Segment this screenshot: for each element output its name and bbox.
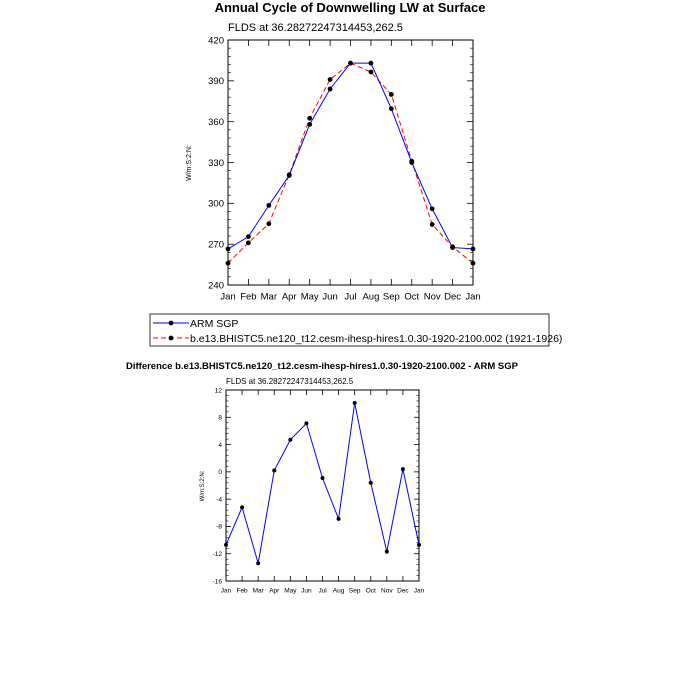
y-tick-label: 4 [218, 441, 222, 449]
x-tick-label: Jul [344, 291, 357, 303]
x-tick-label: Dec [444, 291, 462, 303]
data-point-s0-11 [401, 467, 405, 471]
data-point-s1-9 [409, 159, 414, 164]
data-point-s0-3 [272, 468, 276, 472]
data-point-s1-6 [348, 61, 353, 66]
x-tick-label: Aug [362, 291, 380, 303]
legend-label-arm: ARM SGP [190, 318, 239, 330]
series-line-0 [228, 63, 473, 249]
x-tick-label: Jan [465, 291, 481, 303]
x-tick-label: Mar [252, 587, 264, 595]
x-tick-label: Jun [322, 291, 338, 303]
data-point-s0-2 [266, 203, 271, 208]
x-tick-label: Sep [382, 291, 400, 303]
x-tick-label: Jan [220, 587, 232, 595]
annual-cycle-chart [186, 0, 485, 303]
legend-marker-model [169, 336, 174, 341]
x-tick-label: Sep [348, 587, 361, 595]
data-point-s1-0 [226, 261, 231, 266]
x-tick-label: Jan [220, 291, 236, 303]
x-tick-label: Apr [269, 587, 280, 595]
data-point-s0-5 [328, 87, 333, 92]
data-point-s0-1 [246, 234, 251, 239]
data-point-s1-8 [389, 92, 394, 97]
x-tick-label: Feb [236, 587, 248, 595]
plot-frame [228, 40, 473, 285]
y-tick-label: -4 [216, 496, 222, 504]
chart-subtitle: FLDS at 36.28272247314453,262.5 [228, 22, 403, 34]
y-tick-label: 360 [208, 116, 224, 128]
x-tick-label: Mar [260, 291, 278, 303]
data-point-s0-7 [337, 517, 341, 521]
data-point-s0-0 [226, 247, 231, 252]
y-tick-label: -12 [212, 550, 222, 558]
data-point-s0-8 [353, 401, 357, 405]
y-tick-label: 0 [218, 469, 222, 477]
y-tick-label: 240 [208, 280, 224, 292]
data-point-s0-12 [471, 247, 476, 252]
x-tick-label: Jul [318, 587, 327, 595]
data-point-s0-0 [224, 543, 228, 547]
y-tick-label: -8 [216, 523, 222, 531]
diff-chart-title: Difference b.e13.BHISTC5.ne120_t12.cesm-ihesp-hires1.0.30-1920-2100.002 - ARM SGP [126, 361, 518, 372]
data-point-s0-10 [385, 550, 389, 554]
y-tick-label: 12 [214, 387, 222, 395]
data-point-s0-8 [389, 106, 394, 111]
x-tick-label: Nov [423, 291, 441, 303]
x-tick-label: Oct [404, 291, 420, 303]
x-tick-label: May [284, 587, 297, 595]
data-point-s0-2 [256, 561, 260, 565]
chart-title: Annual Cycle of Downwelling LW at Surface [214, 0, 486, 15]
x-tick-label: Oct [365, 587, 376, 595]
data-point-s0-4 [288, 438, 292, 442]
data-point-s0-6 [321, 476, 325, 480]
data-point-s1-10 [430, 222, 435, 227]
data-point-s0-1 [240, 505, 244, 509]
plot-area [208, 35, 481, 302]
x-tick-label: Jan [413, 587, 425, 595]
legend-marker-arm [169, 321, 174, 326]
data-point-s1-11 [450, 244, 455, 249]
legend-label-model: b.e13.BHISTC5.ne120_t12.cesm-ihesp-hires1.0.30-1920-2100.002 (1921-1926) [190, 333, 563, 345]
data-point-s1-4 [307, 116, 312, 121]
data-point-s1-12 [471, 261, 476, 266]
x-tick-label: Dec [397, 587, 409, 595]
y-tick-label: -16 [212, 578, 222, 586]
x-tick-label: Aug [332, 587, 345, 595]
data-point-s0-12 [417, 543, 421, 547]
series-line-1 [228, 63, 473, 263]
legend [150, 314, 562, 346]
y-tick-label: 8 [218, 414, 222, 422]
y-tick-label: 420 [208, 35, 224, 47]
x-tick-label: Jun [301, 587, 312, 595]
data-point-s1-5 [328, 77, 333, 82]
data-point-s1-3 [287, 172, 292, 177]
data-point-s1-1 [246, 240, 251, 245]
x-tick-label: May [300, 291, 319, 303]
y-axis-label: W/m:S:2:N: [186, 145, 193, 181]
series-line-0 [226, 403, 419, 563]
y-tick-label: 300 [208, 198, 224, 210]
difference-chart [126, 361, 519, 595]
x-tick-label: Apr [281, 291, 297, 303]
data-point-s1-7 [369, 70, 374, 75]
diff-y-axis-label: W/m:S:2:N: [200, 470, 206, 502]
data-point-s0-9 [369, 481, 373, 485]
x-tick-label: Nov [381, 587, 393, 595]
x-tick-label: Feb [240, 291, 257, 303]
y-tick-label: 270 [208, 239, 224, 251]
diff-plot-area [213, 387, 425, 594]
data-point-s0-4 [307, 122, 312, 127]
y-tick-label: 330 [208, 157, 224, 169]
data-point-s0-5 [304, 421, 308, 425]
data-point-s0-7 [369, 61, 374, 66]
y-tick-label: 390 [208, 76, 224, 88]
diff-chart-subtitle: FLDS at 36.28272247314453,262.5 [226, 377, 354, 386]
data-point-s1-2 [266, 221, 271, 226]
data-point-s0-10 [430, 206, 435, 211]
